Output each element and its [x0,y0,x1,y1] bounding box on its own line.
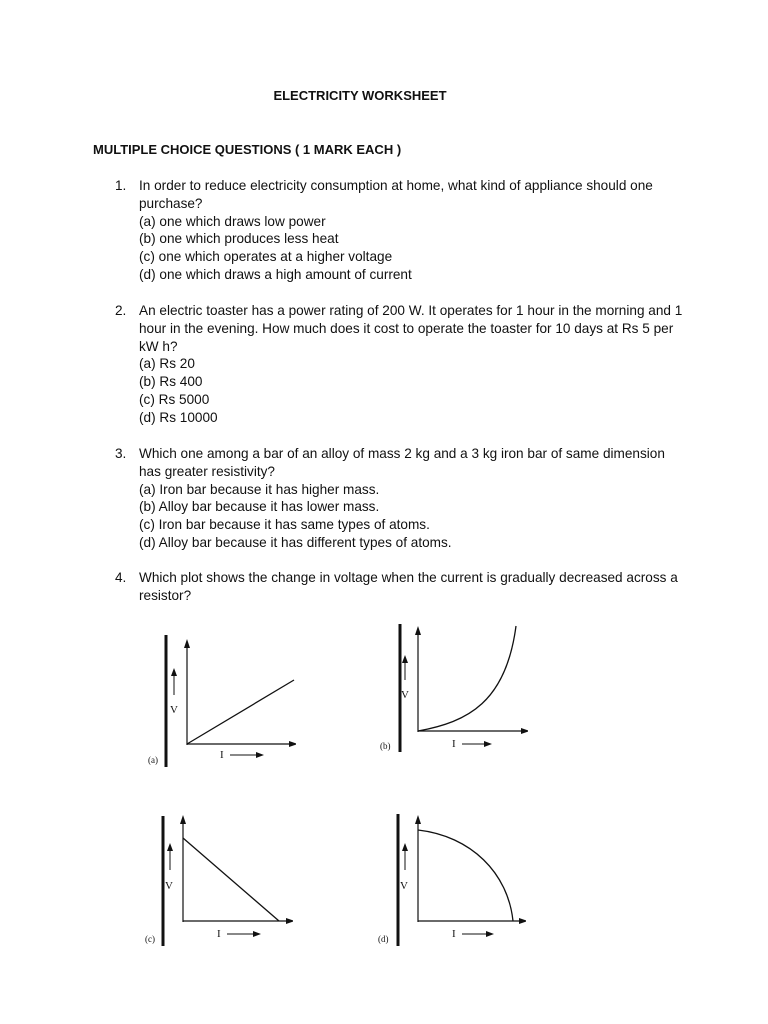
x-axis-arrowhead [286,918,293,924]
graph-tag: (c) [145,934,155,944]
curve-rising-line [187,680,294,744]
question-2 [115,302,685,427]
y-label: V [401,689,409,701]
i-arrow-head [256,752,264,758]
question-number: 3. [115,446,127,461]
option-b: (b) one which produces less heat [139,231,339,247]
option-b: (b) Alloy bar because it has lower mass. [139,499,380,515]
option-c: (c) Rs 5000 [139,391,210,407]
curve-falling-line [183,838,279,921]
graph-c [143,808,293,958]
y-label: V [170,704,178,716]
v-arrow-head [167,843,173,851]
graph-tag: (a) [148,755,158,765]
worksheet-title: ELECTRICITY WORKSHEET [273,88,447,103]
v-arrow-head [402,843,408,851]
i-arrow-head [484,741,492,747]
v-arrow-head [171,668,177,676]
question-number: 1. [115,178,127,193]
x-label: I [452,738,456,750]
i-arrow-head [486,931,494,937]
option-a: (a) Iron bar because it has higher mass. [139,481,380,497]
question-text: In order to reduce electricity consumption at home, what kind of appliance should one purchase? [139,178,653,211]
question-4 [115,569,685,605]
question-1 [115,177,685,284]
graph-d-svg [376,808,526,958]
graph-b [378,622,528,772]
y-axis-arrowhead [184,639,190,648]
graph-a-svg [146,625,296,775]
question-text: An electric toaster has a power rating of 200 W. It operates for 1 hour in the morning and 1 hour in the evening. How much does it cost to operate the toaster for 10 days at Rs 5 per kW h? [139,303,683,354]
section-heading: MULTIPLE CHOICE QUESTIONS ( 1 MARK EACH ) [93,142,402,157]
y-label: V [165,880,173,892]
option-d: (d) one which draws a high amount of current [139,266,412,282]
graph-d [376,808,526,958]
y-axis-arrowhead [415,815,421,824]
y-label: V [400,880,408,892]
option-c: (c) Iron bar because it has same types of atoms. [139,517,430,533]
y-axis-arrowhead [415,626,421,635]
option-d: (d) Rs 10000 [139,409,218,425]
y-axis-arrowhead [180,815,186,824]
option-c: (c) one which operates at a higher voltage [139,249,393,265]
graph-b-svg [378,622,528,772]
option-a: (a) one which draws low power [139,213,326,229]
curve-falling-concave [418,830,513,921]
v-arrow-head [402,655,408,663]
i-arrow-head [253,931,261,937]
graph-c-svg [143,808,293,958]
x-label: I [217,928,221,940]
x-axis-arrowhead [289,741,296,747]
graph-tag: (d) [378,934,389,944]
option-a: (a) Rs 20 [139,356,195,372]
question-3 [115,445,685,552]
question-text: Which plot shows the change in voltage when the current is gradually decreased across a resistor? [139,570,678,603]
x-label: I [220,749,224,761]
option-d: (d) Alloy bar because it has different types of atoms. [139,534,452,550]
option-b: (b) Rs 400 [139,374,203,390]
curve-rising-exponential [418,626,516,731]
question-text: Which one among a bar of an alloy of mass 2 kg and a 3 kg iron bar of same dimension has greater resistivity? [139,446,665,479]
x-axis-arrowhead [521,728,528,734]
question-number: 4. [115,570,127,585]
graph-tag: (b) [380,741,391,751]
graph-a [146,625,296,775]
question-number: 2. [115,303,127,318]
x-label: I [452,928,456,940]
x-axis-arrowhead [519,918,526,924]
